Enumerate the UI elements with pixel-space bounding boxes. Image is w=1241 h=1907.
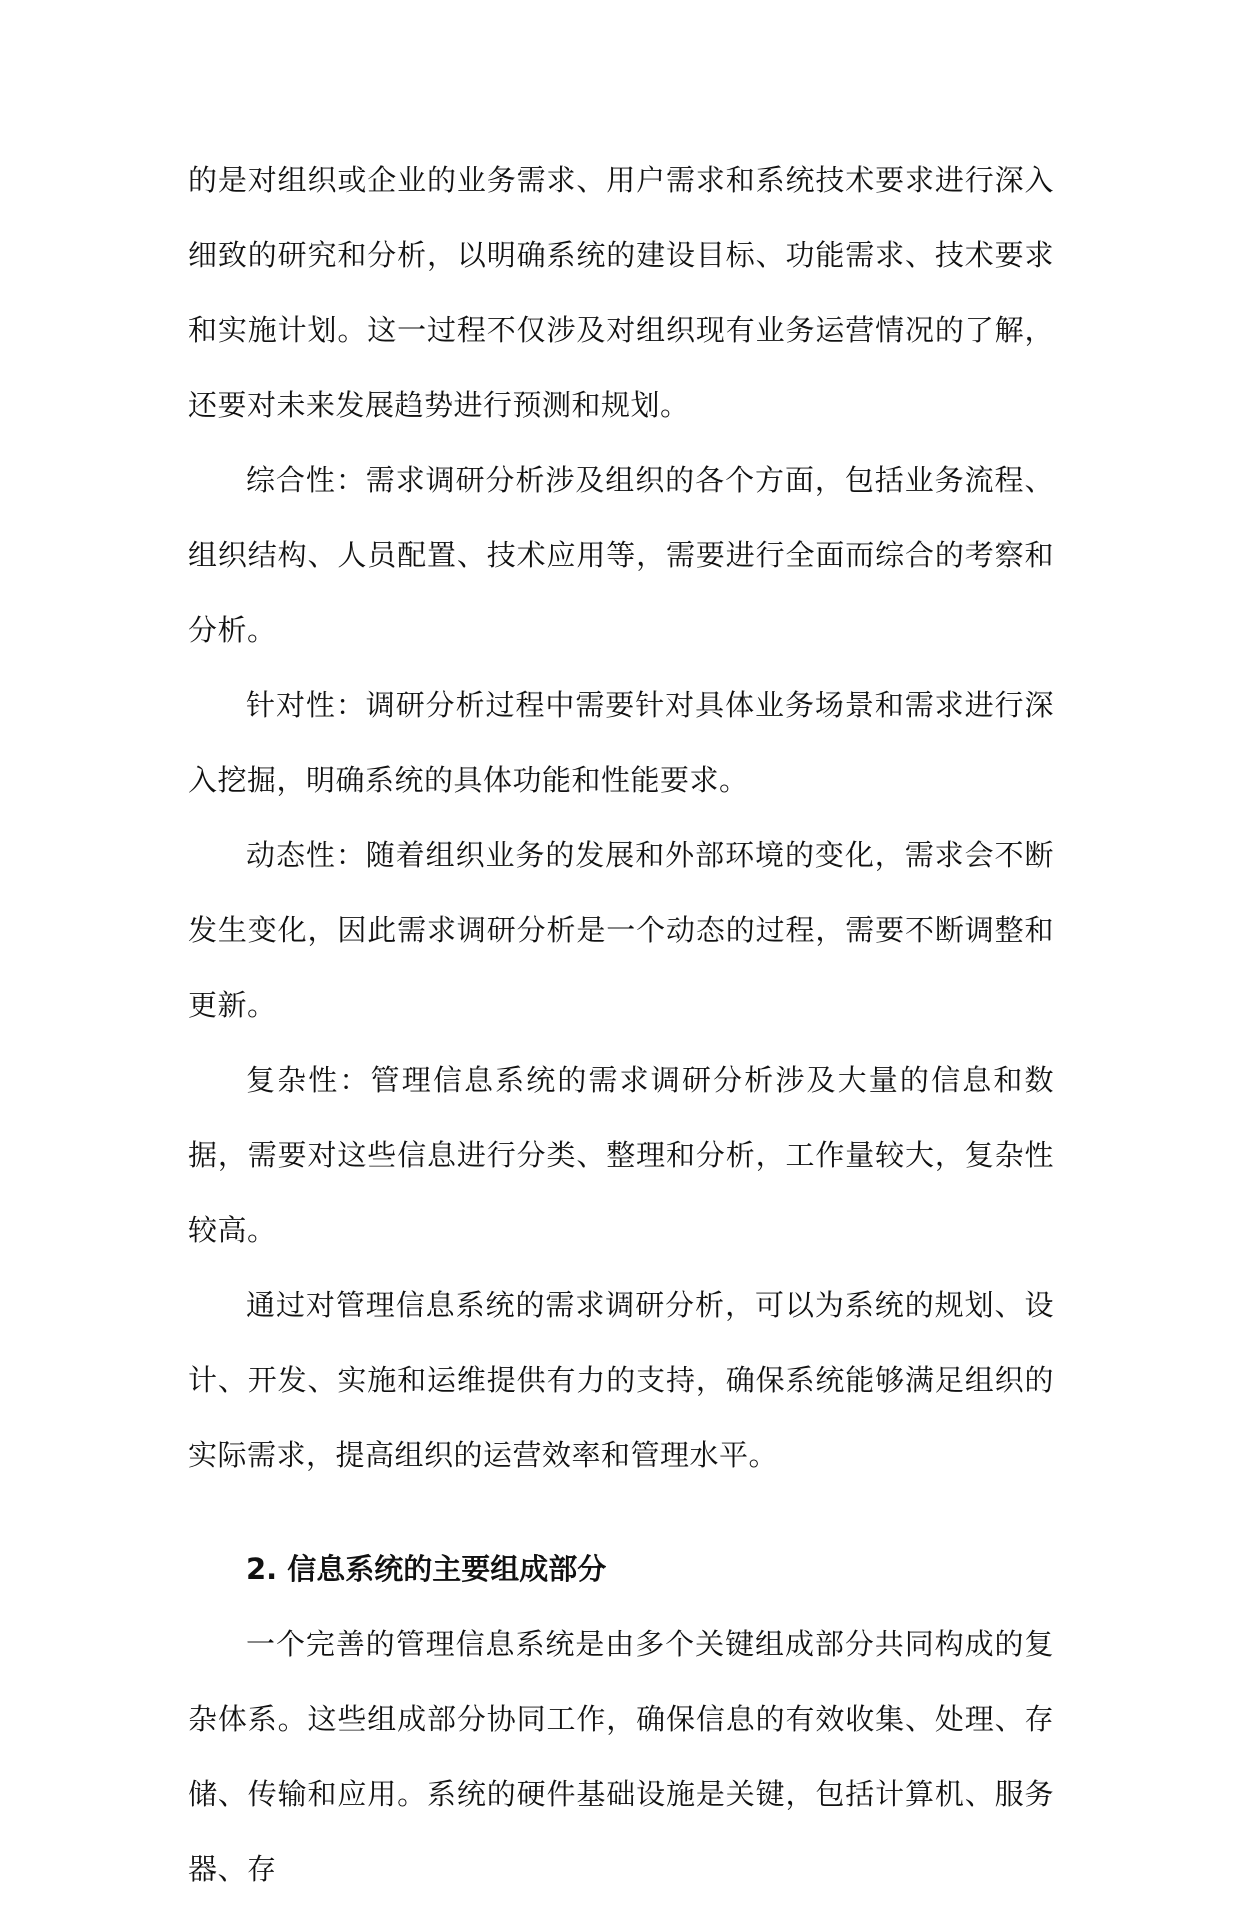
paragraph-components: 一个完善的管理信息系统是由多个关键组成部分共同构成的复杂体系。这些组成部分协同工作，确保信息的有效收集、处理、存储、传输和应用。系统的硬件基础设施是关键，包括计算机、服务器、存 <box>188 1627 1054 1886</box>
document-page <box>188 143 1054 1907</box>
paragraph-comprehensive: 综合性：需求调研分析涉及组织的各个方面，包括业务流程、组织结构、人员配置、技术应用等，需要进行全面而综合的考察和分析。 <box>188 463 1054 647</box>
paragraph-intro: 的是对组织或企业的业务需求、用户需求和系统技术要求进行深入细致的研究和分析，以明确系统的建设目标、功能需求、技术要求和实施计划。这一过程不仅涉及对组织现有业务运营情况的了解，还要对未来发展趋势进行预测和规划。 <box>188 163 1054 422</box>
paragraph-dynamic: 动态性：随着组织业务的发展和外部环境的变化，需求会不断发生变化，因此需求调研分析是一个动态的过程，需要不断调整和更新。 <box>188 838 1054 1022</box>
paragraph-targeted: 针对性：调研分析过程中需要针对具体业务场景和需求进行深入挖掘，明确系统的具体功能和性能要求。 <box>188 688 1054 797</box>
paragraph-summary: 通过对管理信息系统的需求调研分析，可以为系统的规划、设计、开发、实施和运维提供有力的支持，确保系统能够满足组织的实际需求，提高组织的运营效率和管理水平。 <box>188 1288 1054 1472</box>
section-heading: 2. 信息系统的主要组成部分 <box>246 1552 607 1586</box>
paragraph-complex: 复杂性：管理信息系统的需求调研分析涉及大量的信息和数据，需要对这些信息进行分类、整理和分析，工作量较大，复杂性较高。 <box>188 1063 1054 1247</box>
